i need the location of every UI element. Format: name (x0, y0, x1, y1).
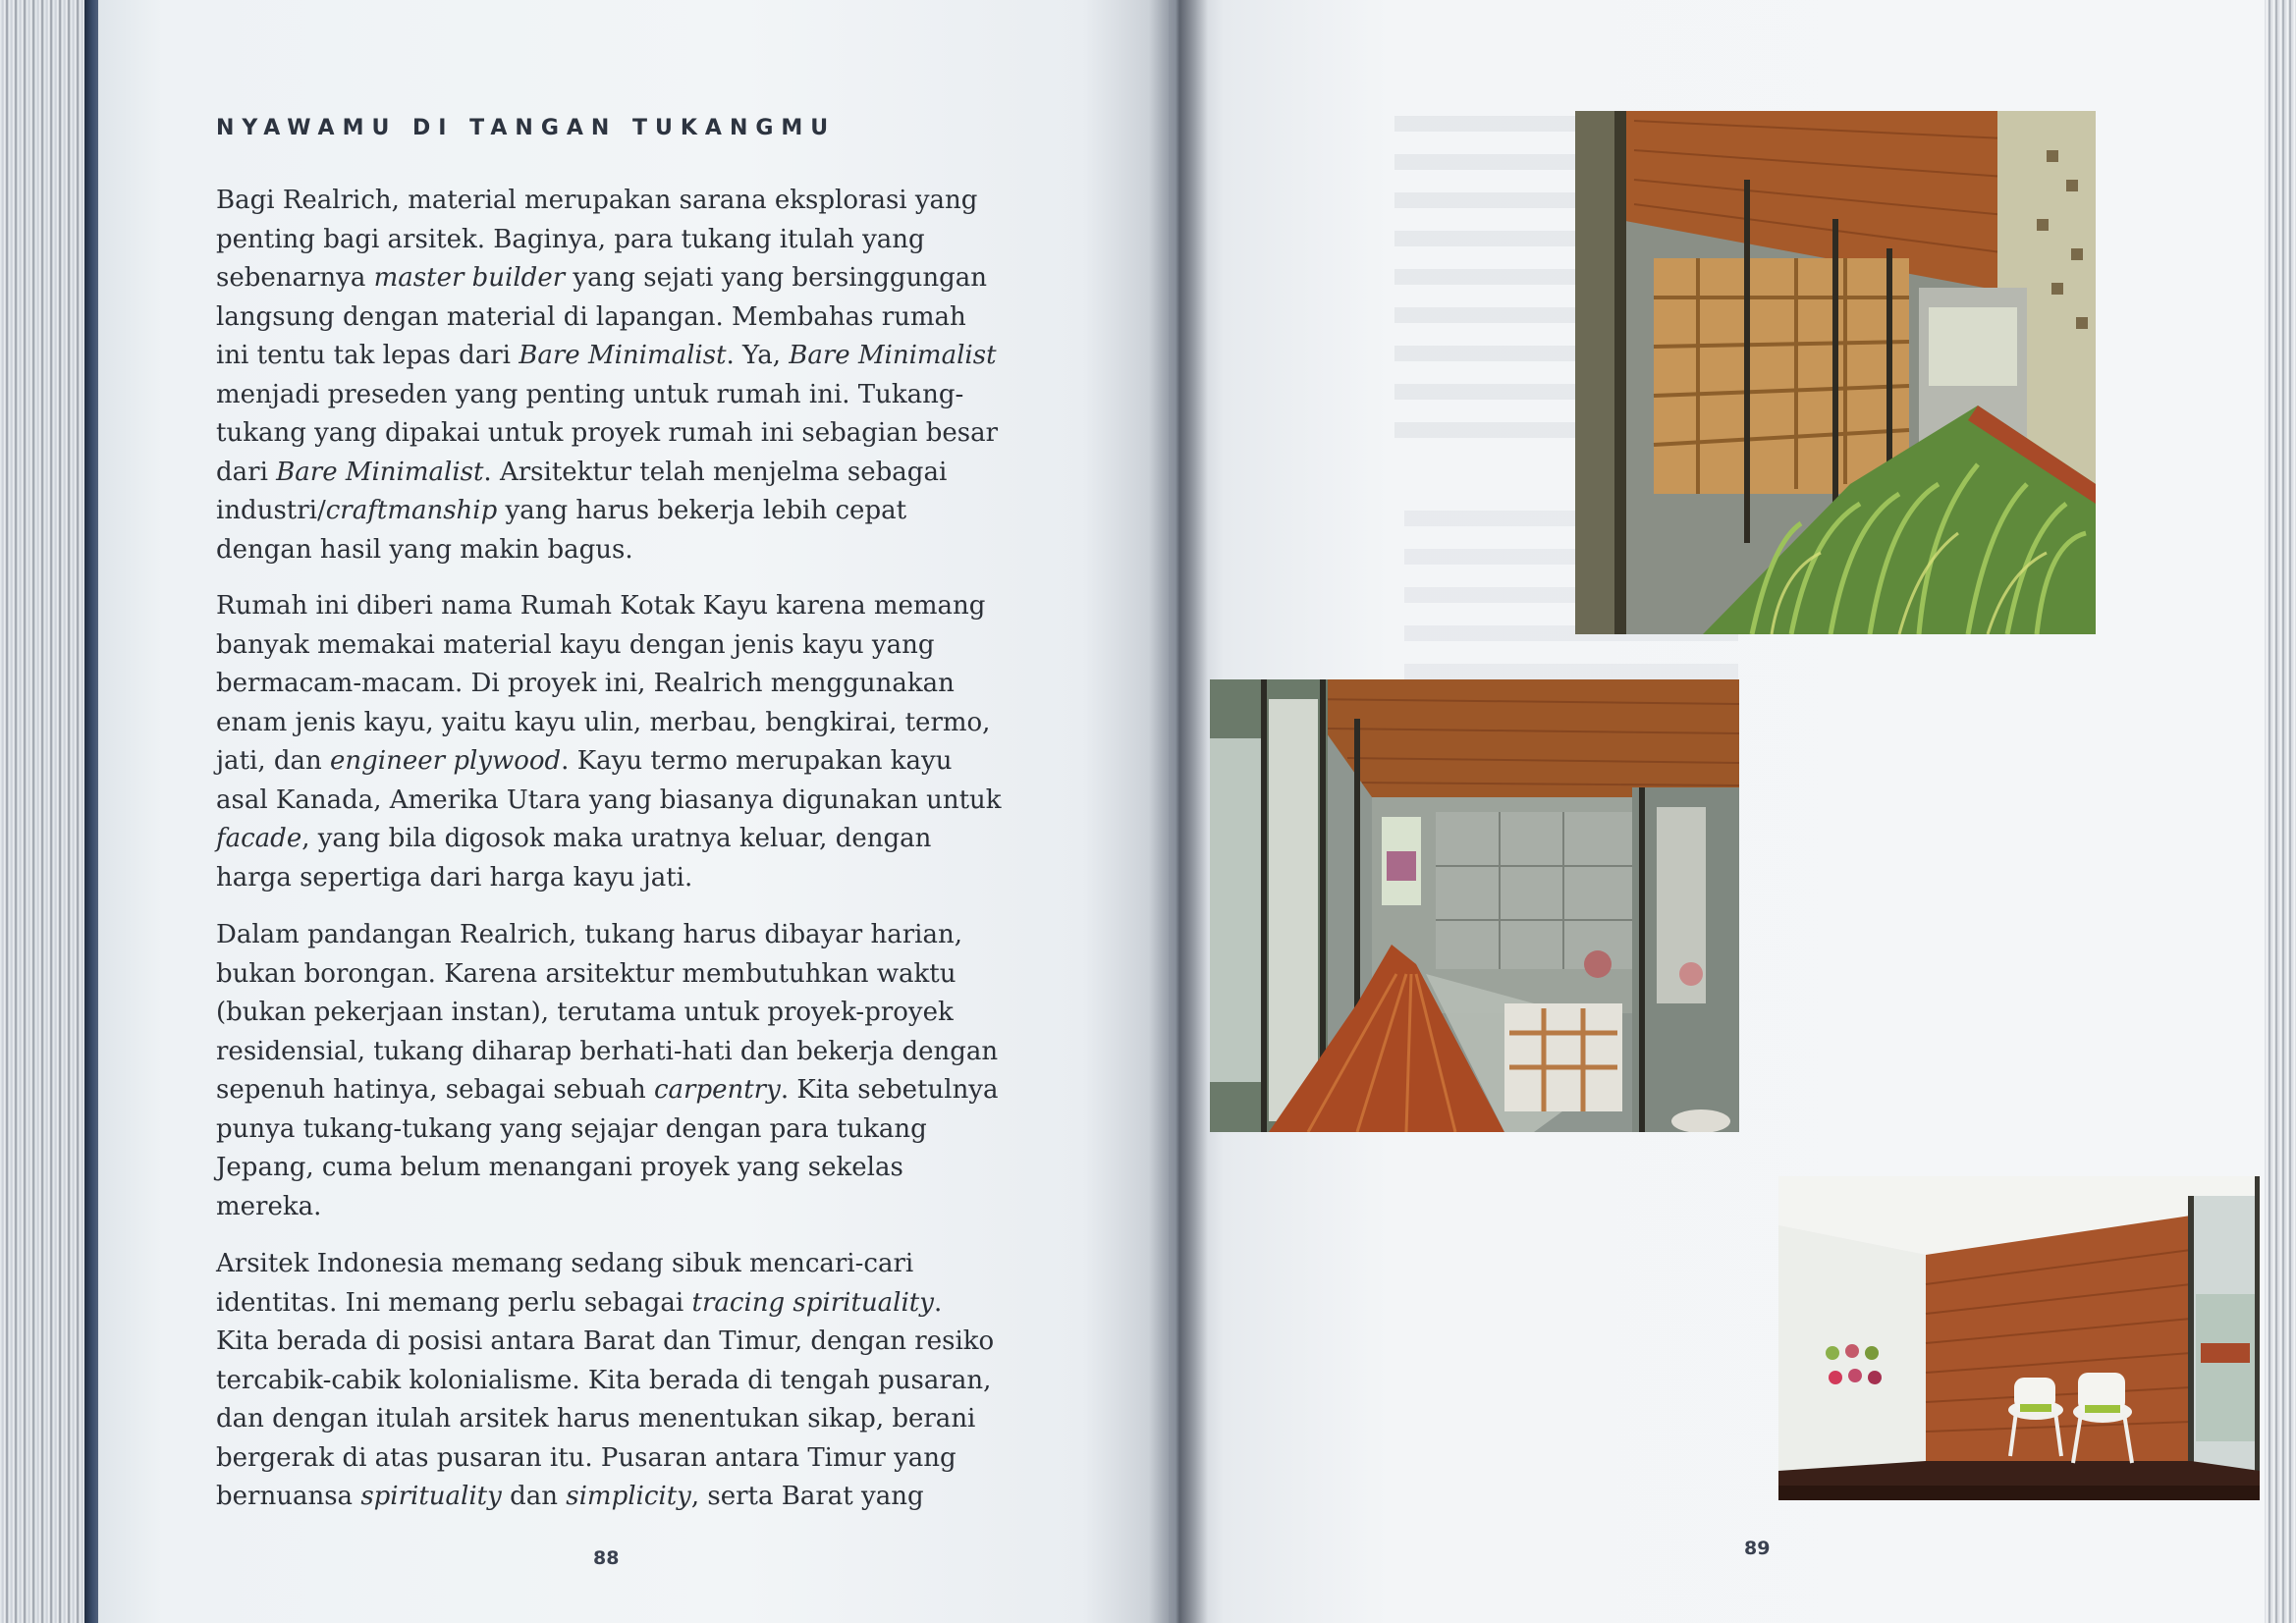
italic-term: spirituality (360, 1482, 502, 1511)
text-run: Bagi Realrich, material merupakan sarana eksplorasi yang penting bagi arsitek. Baginya, para tukang itulah yang sebenarnya (216, 186, 978, 293)
text-run: . Arsitektur telah menjelma sebagai industri/ (216, 457, 948, 525)
text-run: . Ya, (726, 341, 790, 370)
cover-edge (84, 0, 98, 1623)
italic-term: Bare Minimalist (519, 341, 727, 370)
photo-wood-floor-corridor (1210, 679, 1739, 1132)
italic-term: carpentry (653, 1075, 781, 1105)
text-run: Dalam pandangan Realrich, tukang harus dibayar harian, bukan borongan. Karena arsitektur membutuhkan waktu (bukan pekerjaan instan), terutama untuk proyek-proyek residensial, tukang diharap berhati-hati dan bekerja dengan sepenuh hatinya, sebagai sebuah (216, 920, 999, 1105)
text-run: Arsitek Indonesia memang sedang sibuk mencari-cari identitas. Ini memang perlu sebagai (216, 1249, 914, 1318)
paragraph-3 (216, 916, 1002, 1226)
italic-term: Bare Minimalist (276, 457, 484, 487)
text-run: menjadi preseden yang penting untuk rumah ini. Tukang-tukang yang dipakai untuk proyek rumah ini sebagian besar dari (216, 379, 999, 487)
photo-courtyard-garden (1575, 111, 2096, 634)
text-run: yang sejati yang bersinggungan langsung dengan material di lapangan. Membahas rumah ini tentu tak lepas dari (216, 263, 987, 370)
paragraph-2 (216, 587, 1002, 897)
italic-term: craftmanship (325, 496, 498, 525)
italic-term: master builder (373, 263, 566, 293)
page-number-left: 88 (593, 1547, 620, 1569)
text-run: . Kita sebetulnya punya tukang-tukang yang sejajar dengan para tukang Jepang, cuma belum menangani proyek yang sekelas mereka. (216, 1075, 999, 1221)
text-run: . Kita berada di posisi antara Barat dan Timur, dengan resiko tercabik-cabik kolonialisme. Kita berada di tengah pusaran, dan dengan itulah arsitek harus menentukan sikap, berani bergerak di atas pusaran itu. Pusaran antara Timur yang bernuansa (216, 1287, 995, 1511)
paragraph-1 (216, 182, 1002, 569)
italic-term: Bare Minimalist (789, 341, 997, 370)
italic-term: engineer plywood (330, 746, 562, 776)
italic-term: facade (216, 824, 302, 853)
text-run: , yang bila digosok maka uratnya keluar, dengan harga sepertiga dari harga kayu jati. (216, 824, 932, 893)
italic-term: tracing spirituality (691, 1287, 934, 1318)
paragraph-4 (216, 1245, 1002, 1517)
chapter-heading: NYAWAMU DI TANGAN TUKANGMU (216, 116, 837, 140)
photo-timber-wall-room (1778, 1176, 2260, 1500)
italic-term: simplicity (566, 1482, 691, 1511)
text-run: , serta Barat yang (690, 1482, 924, 1511)
text-run: . Kayu termo merupakan kayu asal Kanada, Amerika Utara yang biasanya digunakan untuk (216, 746, 1002, 815)
text-run: yang harus bekerja lebih cepat dengan hasil yang makin bagus. (216, 496, 907, 565)
page-edge-stack (0, 0, 98, 1623)
page-number-right: 89 (1744, 1538, 1771, 1559)
text-run: dan (501, 1482, 567, 1511)
book-gutter (1149, 0, 1208, 1623)
right-page-edge (2265, 0, 2296, 1623)
text-run: Rumah ini diberi nama Rumah Kotak Kayu karena memang banyak memakai material kayu dengan jenis kayu yang bermacam-macam. Di proyek ini, Realrich menggunakan enam jenis kayu, yaitu kayu ulin, merbau, bengkirai, termo, jati, dan (216, 591, 991, 776)
